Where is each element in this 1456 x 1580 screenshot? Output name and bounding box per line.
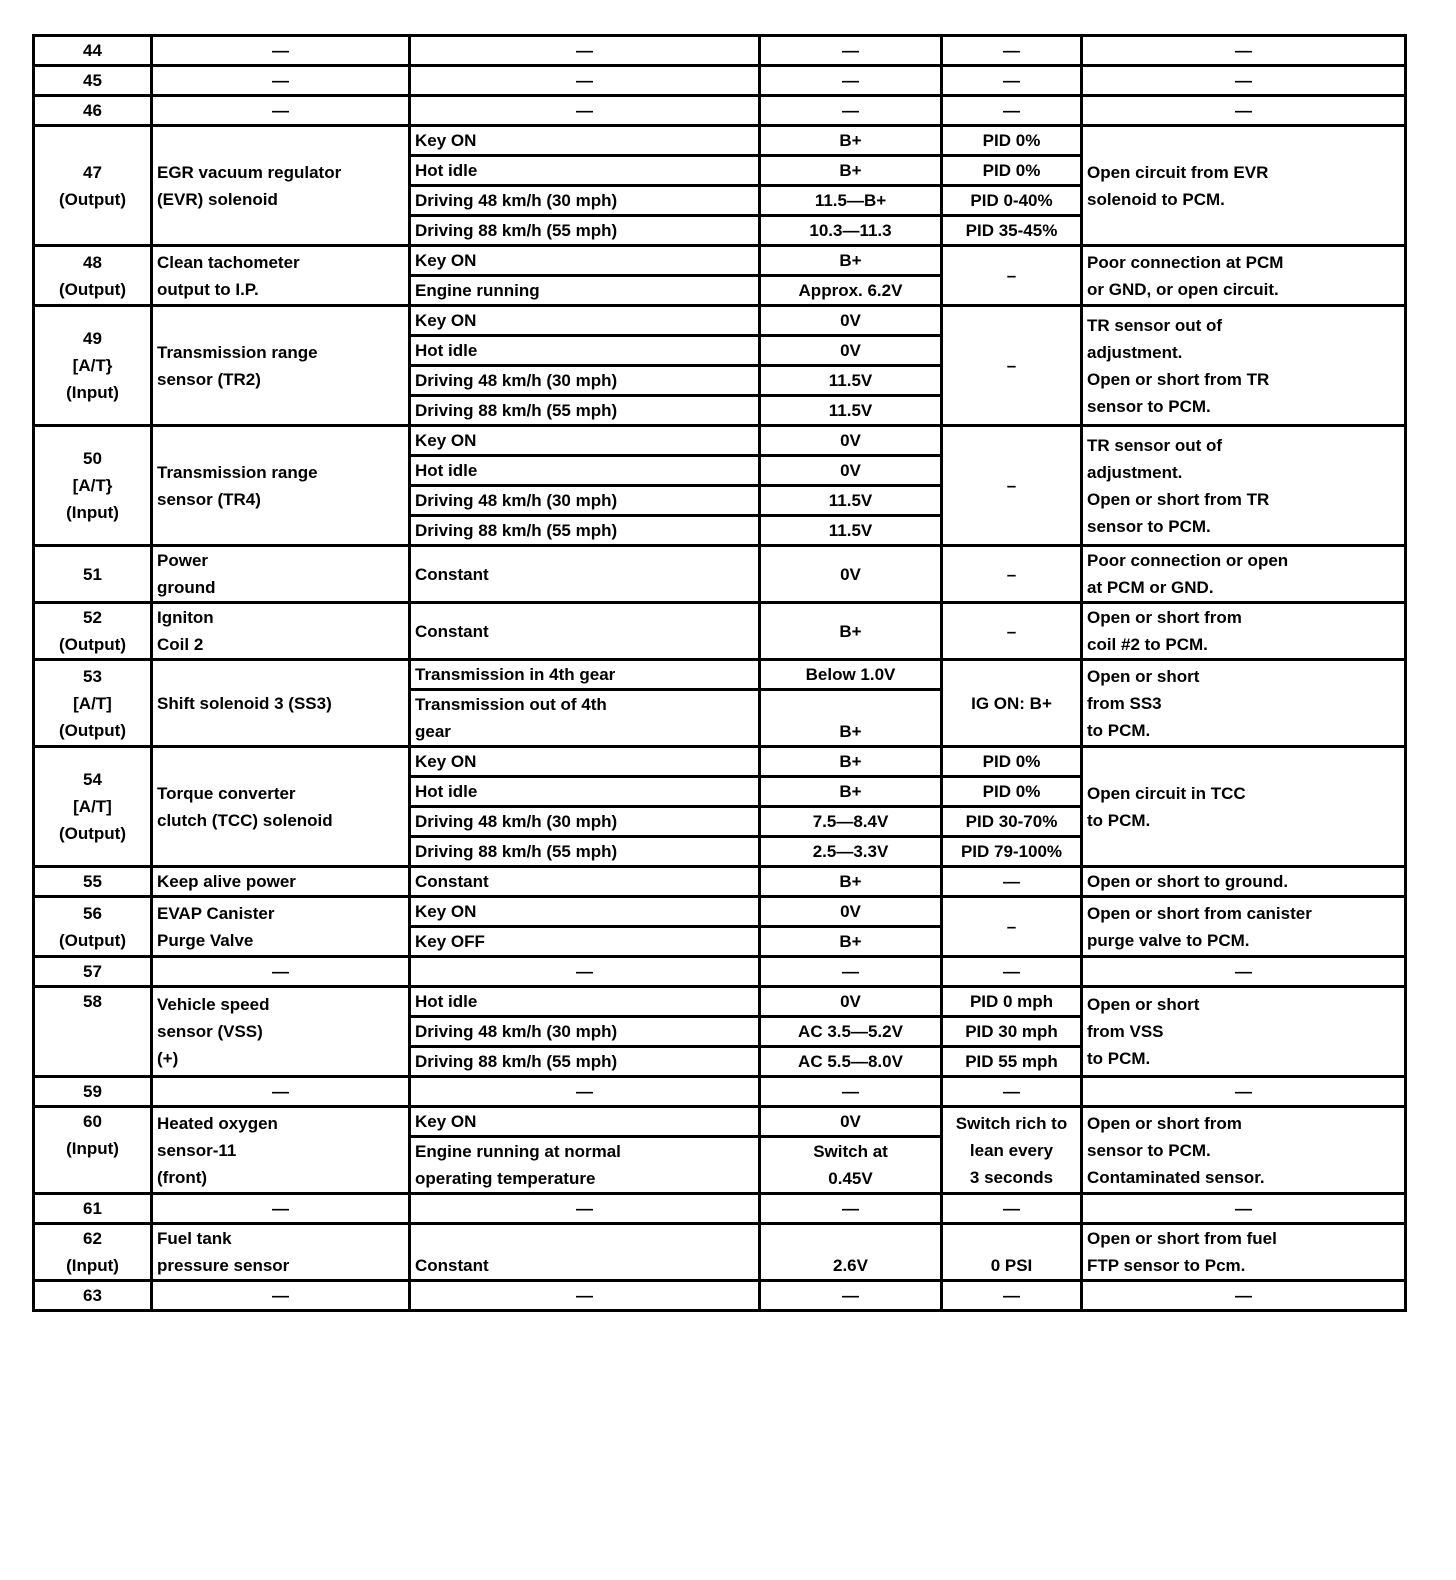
empty-dash: — [410,66,760,96]
empty-dash: — [942,1194,1082,1224]
possible-cause: Poor connection or open at PCM or GND. [1082,546,1406,603]
pid-value: – [942,897,1082,957]
connection-name: Heated oxygen sensor-11 (front) [152,1107,410,1194]
empty-dash: — [1082,96,1406,126]
voltage: B+ [760,747,942,777]
empty-dash: — [942,36,1082,66]
empty-dash: — [410,96,760,126]
pid-value: PID 0% [942,777,1082,807]
pin-number: 46 [34,96,152,126]
voltage: 11.5V [760,366,942,396]
pid-value: PID 30 mph [942,1017,1082,1047]
condition: Key ON [410,747,760,777]
condition: Key ON [410,126,760,156]
pid-value: – [942,246,1082,306]
empty-dash: — [410,1281,760,1311]
voltage: B+ [760,690,942,747]
table-row [34,603,1406,660]
voltage: B+ [760,246,942,276]
empty-dash: — [1082,1281,1406,1311]
voltage: B+ [760,126,942,156]
connection-name: Transmission range sensor (TR4) [152,426,410,546]
empty-dash: — [1082,1194,1406,1224]
possible-cause: Open or short from SS3 to PCM. [1082,660,1406,747]
empty-dash: — [410,1194,760,1224]
condition: Driving 88 km/h (55 mph) [410,516,760,546]
table-row [34,747,1406,777]
connection-name: EVAP Canister Purge Valve [152,897,410,957]
pid-value: PID 30-70% [942,807,1082,837]
condition: Key ON [410,1107,760,1137]
connection-name: Transmission range sensor (TR2) [152,306,410,426]
condition: Constant [410,603,760,660]
pid-value: – [942,546,1082,603]
pin-number: 52 (Output) [34,603,152,660]
connection-name: Igniton Coil 2 [152,603,410,660]
table-row [34,546,1406,603]
connection-name: Fuel tank pressure sensor [152,1224,410,1281]
empty-dash: — [152,36,410,66]
table-row [34,1194,1406,1224]
table-row [34,1224,1406,1281]
table-row [34,957,1406,987]
condition: Driving 48 km/h (30 mph) [410,1017,760,1047]
voltage: 2.5—3.3V [760,837,942,867]
empty-dash: — [942,1281,1082,1311]
pin-number: 50 [A/T} (Input) [34,426,152,546]
pin-number: 60 (Input) [34,1107,152,1194]
pid-value: – [942,603,1082,660]
voltage: 2.6V [760,1224,942,1281]
pid-value: Switch rich to lean every 3 seconds [942,1107,1082,1194]
empty-dash: — [942,66,1082,96]
condition: Driving 88 km/h (55 mph) [410,837,760,867]
pcm-pin-table [32,34,1407,1312]
voltage: B+ [760,927,942,957]
possible-cause: Poor connection at PCM or GND, or open circuit. [1082,246,1406,306]
pid-value: PID 0% [942,126,1082,156]
condition: Key ON [410,306,760,336]
condition: Hot idle [410,777,760,807]
voltage: 0V [760,897,942,927]
condition: Constant [410,1224,760,1281]
pin-number: 44 [34,36,152,66]
pid-value: PID 0-40% [942,186,1082,216]
voltage: B+ [760,867,942,897]
empty-dash: — [760,36,942,66]
voltage: 0V [760,987,942,1017]
empty-dash: — [1082,66,1406,96]
connection-name: Vehicle speed sensor (VSS) (+) [152,987,410,1077]
pin-number: 59 [34,1077,152,1107]
pid-value: – [942,306,1082,426]
voltage: AC 5.5—8.0V [760,1047,942,1077]
empty-dash: — [760,66,942,96]
voltage: 11.5—B+ [760,186,942,216]
pin-number: 51 [34,546,152,603]
voltage: 0V [760,456,942,486]
possible-cause: TR sensor out of adjustment. Open or short from TR sensor to PCM. [1082,426,1406,546]
empty-dash: — [410,1077,760,1107]
table-row [34,96,1406,126]
pid-value: PID 0% [942,747,1082,777]
table-row [34,126,1406,156]
pin-number: 53 [A/T] (Output) [34,660,152,747]
pid-value: — [942,867,1082,897]
empty-dash: — [410,957,760,987]
pin-number: 61 [34,1194,152,1224]
condition: Hot idle [410,456,760,486]
table-row [34,1077,1406,1107]
voltage: 0V [760,426,942,456]
possible-cause: Open or short from VSS to PCM. [1082,987,1406,1077]
condition: Hot idle [410,336,760,366]
pin-number: 57 [34,957,152,987]
condition: Transmission out of 4th gear [410,690,760,747]
table-row [34,660,1406,690]
voltage: Approx. 6.2V [760,276,942,306]
empty-dash: — [1082,36,1406,66]
voltage: 0V [760,336,942,366]
table-row [34,36,1406,66]
voltage: B+ [760,156,942,186]
empty-dash: — [152,96,410,126]
empty-dash: — [152,957,410,987]
table-row [34,306,1406,336]
pin-number: 56 (Output) [34,897,152,957]
voltage: 7.5—8.4V [760,807,942,837]
pin-number: 58 [34,987,152,1077]
voltage: 11.5V [760,486,942,516]
voltage: Switch at 0.45V [760,1137,942,1194]
pid-value: IG ON: B+ [942,660,1082,747]
empty-dash: — [760,1077,942,1107]
table-row [34,246,1406,276]
condition: Driving 88 km/h (55 mph) [410,1047,760,1077]
pin-number: 62 (Input) [34,1224,152,1281]
voltage: B+ [760,603,942,660]
table-row [34,426,1406,456]
voltage: 11.5V [760,396,942,426]
connection-name: Keep alive power [152,867,410,897]
table-row [34,987,1406,1017]
empty-dash: — [410,36,760,66]
condition: Engine running [410,276,760,306]
voltage: 11.5V [760,516,942,546]
pin-number: 48 (Output) [34,246,152,306]
condition: Engine running at normal operating temperature [410,1137,760,1194]
possible-cause: TR sensor out of adjustment. Open or short from TR sensor to PCM. [1082,306,1406,426]
empty-dash: — [1082,957,1406,987]
condition: Hot idle [410,156,760,186]
connection-name: EGR vacuum regulator (EVR) solenoid [152,126,410,246]
voltage: 10.3—11.3 [760,216,942,246]
pin-number: 45 [34,66,152,96]
pin-number: 49 [A/T} (Input) [34,306,152,426]
table-row [34,1281,1406,1311]
empty-dash: — [152,1077,410,1107]
condition: Constant [410,867,760,897]
possible-cause: Open or short from coil #2 to PCM. [1082,603,1406,660]
voltage: 0V [760,306,942,336]
pid-value: PID 35-45% [942,216,1082,246]
voltage: Below 1.0V [760,660,942,690]
empty-dash: — [760,957,942,987]
empty-dash: — [942,96,1082,126]
connection-name: Clean tachometer output to I.P. [152,246,410,306]
empty-dash: — [152,1281,410,1311]
voltage: B+ [760,777,942,807]
empty-dash: — [760,96,942,126]
possible-cause: Open or short to ground. [1082,867,1406,897]
pid-value: PID 0% [942,156,1082,186]
table-row [34,66,1406,96]
voltage: 0V [760,546,942,603]
empty-dash: — [942,1077,1082,1107]
empty-dash: — [760,1281,942,1311]
pcm-pin-table-wrapper [32,34,1404,1312]
condition: Transmission in 4th gear [410,660,760,690]
possible-cause: Open circuit in TCC to PCM. [1082,747,1406,867]
voltage: AC 3.5—5.2V [760,1017,942,1047]
pid-value: – [942,426,1082,546]
condition: Hot idle [410,987,760,1017]
pid-value: 0 PSI [942,1224,1082,1281]
empty-dash: — [1082,1077,1406,1107]
possible-cause: Open or short from sensor to PCM. Contaminated sensor. [1082,1107,1406,1194]
possible-cause: Open or short from fuel FTP sensor to Pcm. [1082,1224,1406,1281]
empty-dash: — [942,957,1082,987]
empty-dash: — [760,1194,942,1224]
connection-name: Shift solenoid 3 (SS3) [152,660,410,747]
pin-number: 47 (Output) [34,126,152,246]
pin-number: 55 [34,867,152,897]
pid-value: PID 55 mph [942,1047,1082,1077]
condition: Constant [410,546,760,603]
condition: Driving 88 km/h (55 mph) [410,396,760,426]
table-row [34,1107,1406,1137]
pin-number: 63 [34,1281,152,1311]
pid-value: PID 0 mph [942,987,1082,1017]
condition: Driving 48 km/h (30 mph) [410,366,760,396]
possible-cause: Open or short from canister purge valve to PCM. [1082,897,1406,957]
empty-dash: — [152,1194,410,1224]
connection-name: Torque converter clutch (TCC) solenoid [152,747,410,867]
condition: Driving 48 km/h (30 mph) [410,486,760,516]
condition: Driving 48 km/h (30 mph) [410,807,760,837]
pid-value: PID 79-100% [942,837,1082,867]
condition: Key ON [410,246,760,276]
table-row [34,897,1406,927]
condition: Key OFF [410,927,760,957]
empty-dash: — [152,66,410,96]
condition: Driving 88 km/h (55 mph) [410,216,760,246]
voltage: 0V [760,1107,942,1137]
possible-cause: Open circuit from EVR solenoid to PCM. [1082,126,1406,246]
condition: Key ON [410,426,760,456]
pin-number: 54 [A/T] (Output) [34,747,152,867]
condition: Key ON [410,897,760,927]
condition: Driving 48 km/h (30 mph) [410,186,760,216]
connection-name: Power ground [152,546,410,603]
table-row [34,867,1406,897]
